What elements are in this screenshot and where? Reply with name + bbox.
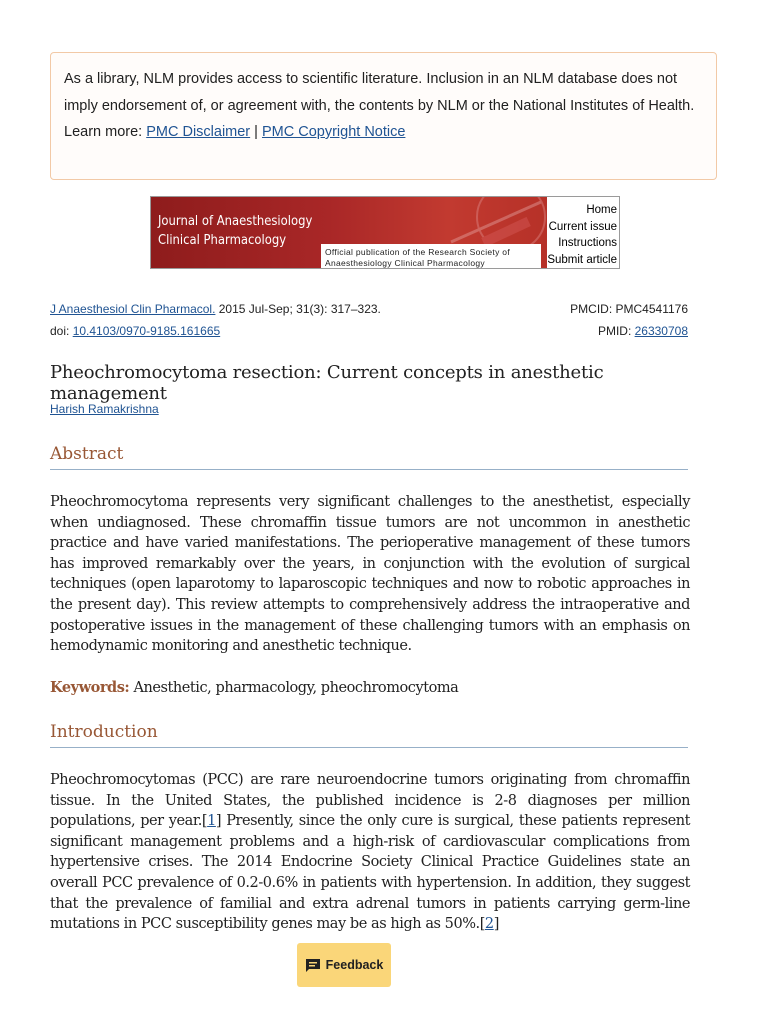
banner-home-link[interactable]: Home — [586, 204, 617, 216]
journal-name-line1: Journal of Anaesthesiology — [158, 213, 313, 229]
banner-nav — [547, 202, 617, 268]
journal-name-line2: Clinical Pharmacology — [158, 232, 287, 248]
disclaimer-text: As a library, NLM provides access to scientific literature. Inclusion in an NLM database does not imply endorsement of, or agreement with, the contents by NLM or the National Institutes of Health. — [64, 71, 695, 114]
keywords — [50, 678, 690, 699]
reference-2-link[interactable]: 2 — [484, 916, 494, 933]
citation-details: 2015 Jul-Sep; 31(3): 317–323. — [215, 302, 381, 316]
intro-part3: ] — [493, 916, 499, 933]
identifiers-block — [570, 299, 688, 342]
pmc-copyright-link[interactable]: PMC Copyright Notice — [261, 124, 406, 140]
intro-part1: Pheochromocytomas (PCC) are rare neuroendocrine tumors originating from chromaffin tissue. In the United States, the published incidence is 2-8 diagnoses per million populations, per year.[ — [50, 772, 690, 830]
official-line2: Anaesthesiology Clinical Pharmacology — [325, 258, 485, 268]
pmid-label: PMID: — [597, 323, 635, 338]
nlm-disclaimer-box — [50, 52, 717, 180]
feedback-label: Feedback — [325, 958, 384, 972]
citation-block — [50, 299, 381, 342]
feedback-button[interactable] — [297, 943, 391, 987]
official-publication-note — [321, 244, 541, 269]
journal-abbrev-link[interactable]: J Anaesthesiol Clin Pharmacol. — [50, 302, 216, 316]
feedback-icon — [305, 958, 321, 973]
introduction-heading: Introduction — [50, 722, 688, 748]
link-separator: | — [254, 124, 258, 140]
banner-current-issue-link[interactable]: Current issue — [548, 220, 617, 233]
banner-instructions-link[interactable]: Instructions — [558, 237, 617, 249]
reference-1-link[interactable]: 1 — [207, 813, 216, 830]
abstract-text: Pheochromocytoma represents very significant challenges to the anesthetist, especially when undiagnosed. These chromaffin tissue tumors are not uncommon in anesthetic practice and have varied manifestations. The perioperative management of these tumors has improved remarkably over the years, in conjunction with the evolution of surgical techniques (open laparotomy to laparoscopic techniques and now to robotic approaches in the present day). This review attempts to comprehensively address the intraoperative and postoperative issues in the management of these challenging tumors with an emphasis on hemodynamic monitoring and anesthetic technique. — [50, 494, 690, 655]
article-title: Pheochromocytoma resection: Current concepts in anesthetic management — [50, 362, 604, 404]
journal-name — [158, 212, 312, 250]
abstract-heading: Abstract — [50, 444, 688, 470]
learn-more-label: Learn more: — [64, 124, 143, 140]
pmcid: PMCID: PMC4541176 — [570, 302, 688, 316]
keywords-text: Anesthetic, pharmacology, pheochromocytoma — [129, 680, 459, 696]
doi-link[interactable]: 10.4103/0970-9185.161665 — [72, 323, 221, 338]
pmid-link[interactable]: 26330708 — [634, 323, 688, 338]
journal-banner — [150, 196, 620, 269]
banner-submit-article-link[interactable]: Submit article — [547, 253, 617, 266]
doi-label: doi: — [50, 323, 73, 338]
intro-part2: ] Presently, since the only cure is surgical, these patients represent significant management problems and a high-risk of cardiovascular complications from hypertensive crises. The 2014 Endocrine Society Clinical Practice Guidelines state an overall PCC prevalence of 0.2-0.6% in patients with hypertension. In addition, they suggest that the prevalence of familial and extra adrenal tumors in patients carrying germ-line mutations in PCC susceptibility genes may be as high as 50%.[ — [50, 813, 690, 933]
pmc-disclaimer-link[interactable]: PMC Disclaimer — [146, 124, 251, 140]
official-line1: Official publication of the Research Society of — [325, 247, 510, 257]
keywords-label: Keywords: — [50, 679, 130, 696]
introduction-text — [50, 770, 690, 935]
author-link[interactable]: Harish Ramakrishna — [50, 402, 159, 416]
